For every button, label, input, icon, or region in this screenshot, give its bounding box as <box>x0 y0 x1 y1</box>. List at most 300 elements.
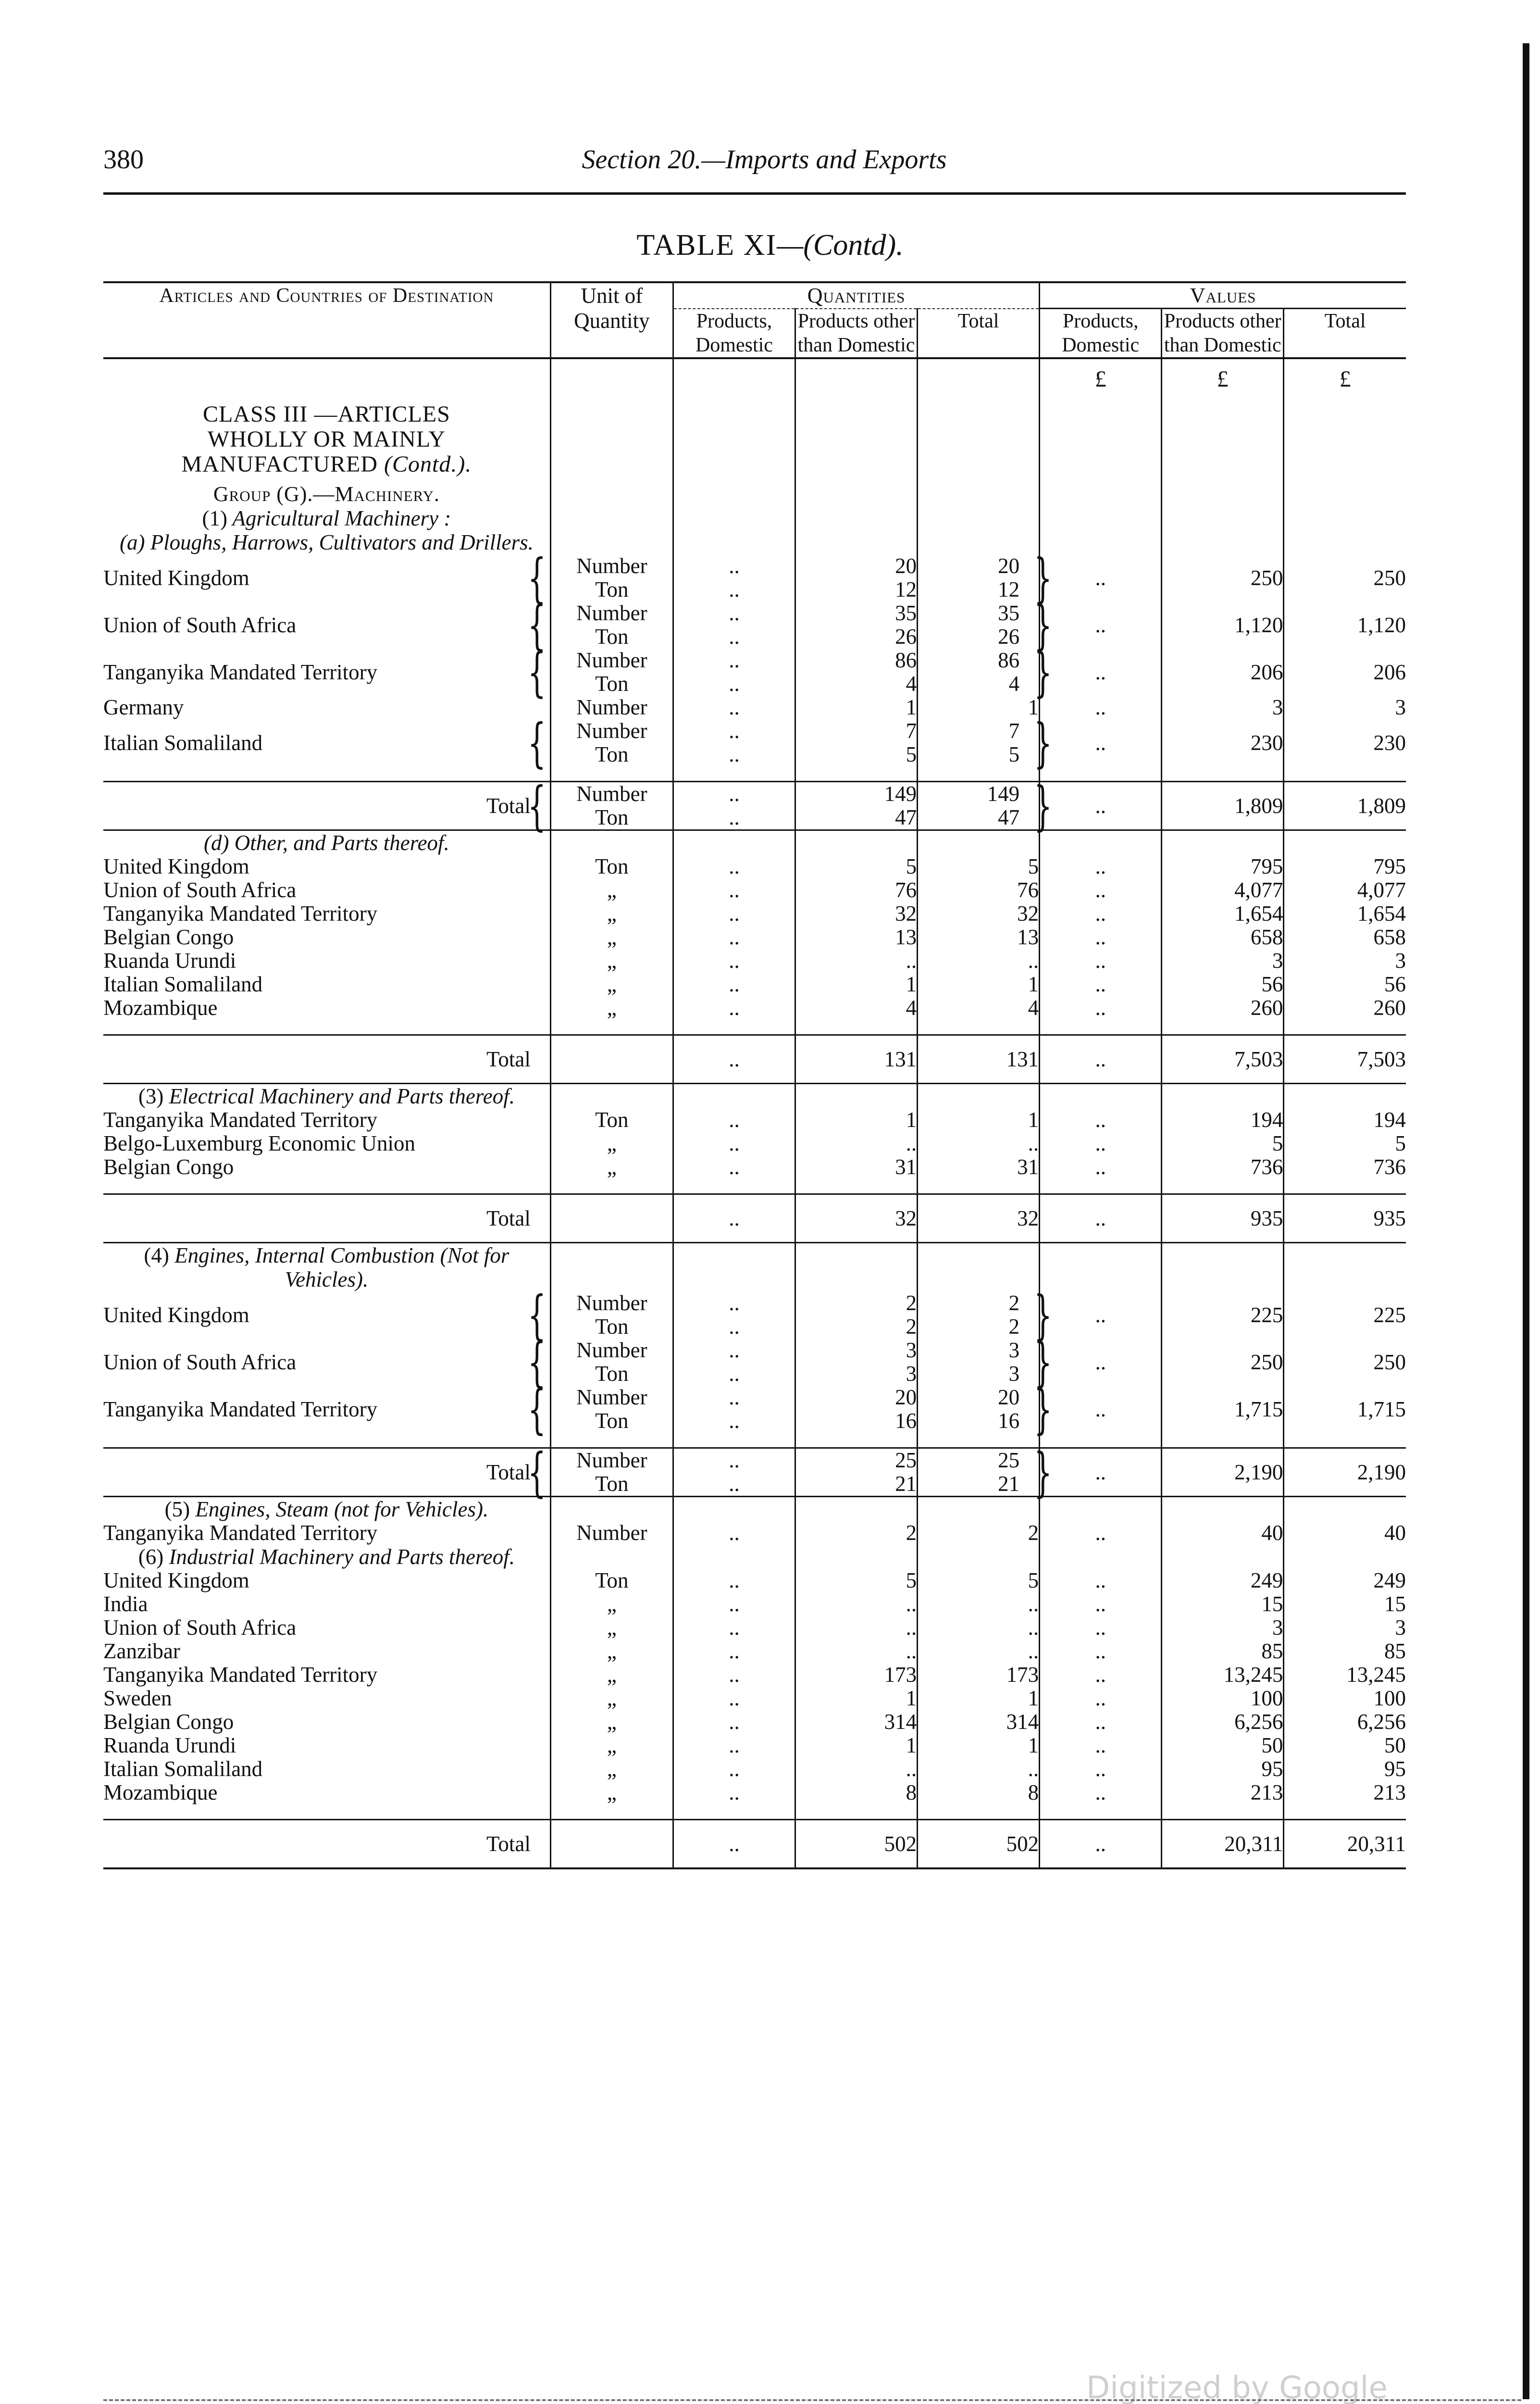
country-name: Zanzibar <box>103 1639 180 1663</box>
value-total: 7,503 <box>1284 1035 1406 1084</box>
qty-number: 20 <box>998 554 1020 578</box>
qty-other: 314 <box>795 1710 917 1734</box>
table-row <box>103 1155 1406 1179</box>
qty-domestic-1: .. <box>729 601 740 625</box>
unit-number: Number <box>576 554 647 578</box>
qty-domestic: .. <box>673 926 795 949</box>
blank-cell <box>1040 482 1162 506</box>
unit-cell: „ <box>550 926 673 949</box>
qty-total <box>918 649 1040 696</box>
table-row <box>103 878 1406 902</box>
value-other: 3 <box>1162 696 1284 719</box>
qty-total <box>918 1291 1040 1339</box>
value-domestic: .. <box>1040 1035 1162 1084</box>
qty-number: 20 <box>998 1385 1020 1409</box>
country-name: United Kingdom <box>103 1568 249 1592</box>
blank-cell <box>795 1804 917 1820</box>
value-other: 230 <box>1162 719 1284 766</box>
country-name: Belgo-Luxemburg Economic Union <box>103 1131 416 1155</box>
value-domestic: .. <box>1040 1155 1162 1179</box>
blank-cell <box>673 1804 795 1820</box>
value-total: 736 <box>1284 1155 1406 1179</box>
blank-cell <box>795 1020 917 1035</box>
unit-cell: „ <box>550 1781 673 1804</box>
blank-cell <box>550 831 673 855</box>
unit-cell: Number <box>550 696 673 719</box>
blank-cell <box>1162 506 1284 530</box>
qty-total <box>918 1339 1040 1386</box>
blank-cell <box>1284 1433 1406 1448</box>
table-row <box>103 1616 1406 1640</box>
value-domestic: .. <box>1040 1710 1162 1734</box>
qty-other: 5 <box>795 855 917 878</box>
section-5-heading <box>103 1497 1406 1521</box>
value-domestic: .. <box>1040 949 1162 973</box>
qty-domestic-2: .. <box>729 742 740 766</box>
table-title <box>0 228 1540 263</box>
unit-cell: „ <box>550 1132 673 1155</box>
blank-cell <box>103 766 550 782</box>
country-name: Ruanda Urundi <box>103 949 236 973</box>
qty-domestic-1: .. <box>729 554 740 578</box>
value-total: 6,256 <box>1284 1710 1406 1734</box>
blank-cell <box>1162 482 1284 506</box>
value-domestic: .. <box>1040 649 1162 696</box>
qty-ton: 47 <box>998 805 1020 829</box>
section-1a-heading <box>103 530 1406 554</box>
section-number: (3) <box>138 1084 164 1108</box>
value-total: 230 <box>1284 719 1406 766</box>
unit-cell: „ <box>550 1640 673 1663</box>
qty-domestic: .. <box>673 1035 795 1084</box>
qty-total: 5 <box>918 855 1040 878</box>
blank-cell <box>795 831 917 855</box>
col-q-total: Total <box>918 309 1040 359</box>
qty-total: .. <box>918 949 1040 973</box>
country-name: Union of South Africa { <box>103 601 550 649</box>
blank-cell <box>795 1497 917 1521</box>
qty-domestic: .. <box>673 1521 795 1545</box>
table-header <box>103 282 1406 358</box>
blank-cell <box>795 1433 917 1448</box>
value-total: 4,077 <box>1284 878 1406 902</box>
value-total: 1,809 <box>1284 782 1406 830</box>
blank-cell <box>550 530 673 554</box>
value-other: 5 <box>1162 1132 1284 1155</box>
unit-ton: Ton <box>595 625 629 649</box>
section-1a-heading-text <box>103 530 550 554</box>
unit-cell <box>550 719 673 766</box>
qty-total: .. <box>918 1757 1040 1781</box>
qty-number: 2 <box>906 1291 917 1315</box>
value-other: 1,120 <box>1162 601 1284 649</box>
value-domestic: .. <box>1040 554 1162 601</box>
pound-symbol: £ <box>1162 358 1284 392</box>
col-articles: Articles and Countries of Destination <box>159 285 494 307</box>
blank-cell <box>673 1433 795 1448</box>
value-total: 15 <box>1284 1592 1406 1616</box>
blank-cell <box>795 506 917 530</box>
qty-other <box>795 782 917 830</box>
unit-ton: Ton <box>595 742 629 766</box>
unit-cell: „ <box>550 1663 673 1687</box>
qty-number: 25 <box>895 1448 917 1472</box>
qty-total <box>918 601 1040 649</box>
blank-cell <box>673 831 795 855</box>
blank-cell <box>1284 831 1406 855</box>
section-6-heading <box>103 1545 1406 1569</box>
qty-domestic: .. <box>673 1108 795 1132</box>
blank-cell <box>1040 1179 1162 1194</box>
qty-number: 25 <box>998 1448 1020 1472</box>
spacer-row <box>103 1020 1406 1035</box>
value-total: 1,654 <box>1284 902 1406 926</box>
value-total: 50 <box>1284 1734 1406 1757</box>
value-domestic: .. <box>1040 1734 1162 1757</box>
qty-total <box>918 554 1040 601</box>
qty-domestic: .. <box>673 1194 795 1243</box>
blank-cell <box>918 506 1040 530</box>
blank-cell <box>1040 392 1162 482</box>
total-label: Total <box>103 1035 550 1084</box>
scan-bottom-marks <box>103 2399 1521 2403</box>
country-name: Tanganyika Mandated Territory { <box>103 1386 550 1433</box>
blank-cell <box>795 482 917 506</box>
qty-other: .. <box>795 1592 917 1616</box>
pound-symbol: £ <box>1040 358 1162 392</box>
blank-cell <box>103 1804 550 1820</box>
unit-cell <box>550 1386 673 1433</box>
country-name: Sweden <box>103 1686 172 1710</box>
qty-number: 35 <box>998 601 1020 625</box>
country-name: Tanganyika Mandated Territory <box>103 902 378 926</box>
blank-cell <box>918 1243 1040 1291</box>
qty-total: 13 <box>918 926 1040 949</box>
qty-other: 32 <box>795 902 917 926</box>
qty-total: 1 <box>918 696 1040 719</box>
value-other: 85 <box>1162 1640 1284 1663</box>
qty-total: 8 <box>918 1781 1040 1804</box>
blank-cell <box>795 1179 917 1194</box>
qty-total: .. <box>918 1592 1040 1616</box>
blank-cell <box>795 1084 917 1108</box>
blank-cell <box>673 358 795 392</box>
qty-domestic: .. <box>673 1820 795 1869</box>
value-other: 249 <box>1162 1569 1284 1592</box>
watermark: Digitized by Google <box>1086 2370 1388 2404</box>
unit-number: Number <box>576 1338 647 1362</box>
value-total: 85 <box>1284 1640 1406 1663</box>
qty-total: 4 <box>918 996 1040 1020</box>
table-row <box>103 996 1406 1020</box>
qty-other: 2 <box>795 1521 917 1545</box>
value-other: 260 <box>1162 996 1284 1020</box>
blank-cell <box>103 1020 550 1035</box>
value-other: 40 <box>1162 1521 1284 1545</box>
unit-cell: „ <box>550 996 673 1020</box>
country-name: Italian Somaliland <box>103 972 263 996</box>
country-name: Belgian Congo <box>103 925 234 949</box>
value-domestic: .. <box>1040 782 1162 830</box>
qty-other <box>795 554 917 601</box>
table-row <box>103 949 1406 973</box>
blank-cell <box>1284 1497 1406 1521</box>
blank-cell <box>673 1020 795 1035</box>
blank-cell <box>550 1020 673 1035</box>
blank-cell <box>918 1179 1040 1194</box>
unit-cell: „ <box>550 1592 673 1616</box>
qty-ton: 4 <box>906 672 917 696</box>
qty-other: 131 <box>795 1035 917 1084</box>
value-domestic: .. <box>1040 1640 1162 1663</box>
col-q-domestic: Products, Domestic <box>673 309 795 359</box>
blank-cell <box>1040 1497 1162 1521</box>
table-body <box>103 358 1406 1868</box>
country-name: Union of South Africa <box>103 878 297 902</box>
blank-cell <box>1284 392 1406 482</box>
table-row <box>103 1734 1406 1757</box>
unit-cell <box>550 1035 673 1084</box>
value-total: 250 <box>1284 1339 1406 1386</box>
qty-domestic: .. <box>673 1569 795 1592</box>
blank-cell <box>1162 1243 1284 1291</box>
qty-total: 1 <box>918 973 1040 996</box>
blank-cell <box>795 358 917 392</box>
blank-cell <box>918 530 1040 554</box>
section-title: Agricultural Machinery : <box>232 506 451 530</box>
blank-cell <box>550 1804 673 1820</box>
blank-cell <box>1284 1179 1406 1194</box>
blank-cell <box>1284 1804 1406 1820</box>
blank-cell <box>550 1084 673 1108</box>
qty-domestic: .. <box>673 1132 795 1155</box>
section-1d-heading-text <box>103 831 550 855</box>
qty-domestic-1: .. <box>729 1448 740 1472</box>
blank-cell <box>673 506 795 530</box>
value-domestic: .. <box>1040 696 1162 719</box>
qty-other: 31 <box>795 1155 917 1179</box>
qty-domestic-2: .. <box>729 672 740 696</box>
value-domestic: .. <box>1040 1663 1162 1687</box>
qty-number: 35 <box>895 601 917 625</box>
qty-domestic-1: .. <box>729 648 740 672</box>
blank-cell <box>918 358 1040 392</box>
value-other: 1,809 <box>1162 782 1284 830</box>
table-row <box>103 1386 1406 1433</box>
qty-domestic <box>673 1386 795 1433</box>
class-heading-text: CLASS III —ARTICLES WHOLLY OR MAINLY MANUFACTURED <box>181 401 450 477</box>
blank-cell <box>1162 392 1284 482</box>
qty-other: 1 <box>795 973 917 996</box>
table-row <box>103 855 1406 878</box>
qty-other: 32 <box>795 1194 917 1243</box>
country-name: Tanganyika Mandated Territory <box>103 1108 378 1132</box>
class-heading-row <box>103 392 1406 482</box>
spacer-row <box>103 766 1406 782</box>
value-other: 6,256 <box>1162 1710 1284 1734</box>
blank-cell <box>1040 1804 1162 1820</box>
qty-ton: 21 <box>998 1472 1020 1496</box>
col-v-total: Total <box>1284 309 1406 359</box>
section-title: (a) Ploughs, Harrows, Cultivators and Drillers. <box>119 530 534 554</box>
blank-cell <box>918 1084 1040 1108</box>
qty-domestic-1: .. <box>729 1338 740 1362</box>
blank-cell <box>1040 506 1162 530</box>
value-other: 95 <box>1162 1757 1284 1781</box>
unit-cell <box>550 601 673 649</box>
qty-domestic: .. <box>673 973 795 996</box>
qty-domestic: .. <box>673 696 795 719</box>
value-domestic: .. <box>1040 1132 1162 1155</box>
blank-cell <box>1162 1545 1284 1569</box>
value-other: 20,311 <box>1162 1820 1284 1869</box>
value-total: 13,245 <box>1284 1663 1406 1687</box>
blank-cell <box>673 766 795 782</box>
qty-other: 173 <box>795 1663 917 1687</box>
qty-other <box>795 1386 917 1433</box>
table-row <box>103 902 1406 926</box>
blank-cell <box>1162 530 1284 554</box>
section-1-heading-text <box>103 506 550 530</box>
value-total: 250 <box>1284 554 1406 601</box>
country-name: Italian Somaliland <box>103 1757 263 1781</box>
unit-cell <box>550 782 673 830</box>
blank-cell <box>550 1545 673 1569</box>
table-row <box>103 1757 1406 1781</box>
value-other: 50 <box>1162 1734 1284 1757</box>
blank-cell <box>1162 1020 1284 1035</box>
qty-other: .. <box>795 1616 917 1640</box>
value-other: 7,503 <box>1162 1035 1284 1084</box>
unit-cell: „ <box>550 1734 673 1757</box>
qty-domestic: .. <box>673 1757 795 1781</box>
qty-ton: 5 <box>1008 742 1020 766</box>
qty-domestic-2: .. <box>729 625 740 649</box>
col-quantities: Quantities <box>673 282 1039 309</box>
blank-cell <box>1162 1433 1284 1448</box>
blank-cell <box>550 766 673 782</box>
country-name: Mozambique <box>103 996 218 1020</box>
country-name: Tanganyika Mandated Territory <box>103 1521 378 1545</box>
value-domestic: .. <box>1040 601 1162 649</box>
value-total: 225 <box>1284 1291 1406 1339</box>
table-row <box>103 973 1406 996</box>
blank-cell <box>1040 766 1162 782</box>
value-total: 5 <box>1284 1132 1406 1155</box>
qty-ton: 2 <box>1008 1315 1020 1339</box>
table-row <box>103 1521 1406 1545</box>
blank-cell <box>918 1804 1040 1820</box>
unit-cell: „ <box>550 1616 673 1640</box>
total-label: Total <box>103 1820 550 1869</box>
value-domestic: .. <box>1040 1616 1162 1640</box>
value-other: 213 <box>1162 1781 1284 1804</box>
section-number: (5) <box>164 1497 190 1521</box>
section-3-heading <box>103 1084 1406 1108</box>
qty-total <box>918 719 1040 766</box>
blank-cell <box>795 766 917 782</box>
blank-cell <box>1284 766 1406 782</box>
qty-domestic <box>673 782 795 830</box>
value-total: 3 <box>1284 1616 1406 1640</box>
qty-other: .. <box>795 1640 917 1663</box>
blank-cell <box>673 1084 795 1108</box>
table-row <box>103 554 1406 601</box>
qty-domestic: .. <box>673 1640 795 1663</box>
blank-cell <box>1284 1243 1406 1291</box>
value-total: 194 <box>1284 1108 1406 1132</box>
class-heading-suffix: (Contd.). <box>384 451 472 477</box>
value-domestic: .. <box>1040 926 1162 949</box>
value-total: 95 <box>1284 1757 1406 1781</box>
unit-cell: Ton <box>550 1569 673 1592</box>
unit-number: Number <box>576 601 647 625</box>
value-total: 795 <box>1284 855 1406 878</box>
qty-domestic-1: .. <box>729 1385 740 1409</box>
value-domestic: .. <box>1040 1448 1162 1497</box>
qty-domestic: .. <box>673 1781 795 1804</box>
spacer-row <box>103 1804 1406 1820</box>
value-domestic: .. <box>1040 1291 1162 1339</box>
blank-cell <box>673 530 795 554</box>
qty-other <box>795 719 917 766</box>
qty-number: 20 <box>895 554 917 578</box>
blank-cell <box>918 831 1040 855</box>
unit-cell: Number <box>550 1521 673 1545</box>
value-domestic: .. <box>1040 1386 1162 1433</box>
qty-ton: 21 <box>895 1472 917 1496</box>
value-other: 3 <box>1162 1616 1284 1640</box>
country-name: United Kingdom { <box>103 1291 550 1339</box>
blank-cell <box>1040 831 1162 855</box>
table-row <box>103 1663 1406 1687</box>
qty-total: 76 <box>918 878 1040 902</box>
total-row <box>103 1194 1406 1243</box>
blank-cell <box>918 482 1040 506</box>
qty-total: 2 <box>918 1521 1040 1545</box>
qty-number: 7 <box>906 719 917 743</box>
value-other: 56 <box>1162 973 1284 996</box>
col-v-other: Products other than Domestic <box>1162 309 1284 359</box>
blank-cell <box>103 1179 550 1194</box>
qty-total: 32 <box>918 1194 1040 1243</box>
total-row <box>103 1448 1406 1497</box>
qty-total <box>918 782 1040 830</box>
qty-total: 1 <box>918 1687 1040 1710</box>
blank-cell <box>673 1179 795 1194</box>
blank-cell <box>1162 766 1284 782</box>
value-other: 1,654 <box>1162 902 1284 926</box>
blank-cell <box>1284 1545 1406 1569</box>
qty-domestic <box>673 554 795 601</box>
qty-number: 3 <box>1008 1338 1020 1362</box>
qty-total: 5 <box>918 1569 1040 1592</box>
unit-number: Number <box>576 1385 647 1409</box>
qty-other <box>795 649 917 696</box>
value-total: 40 <box>1284 1521 1406 1545</box>
value-domestic: .. <box>1040 1108 1162 1132</box>
total-row <box>103 1820 1406 1869</box>
value-total: 20,311 <box>1284 1820 1406 1869</box>
value-total: 206 <box>1284 649 1406 696</box>
unit-cell: „ <box>550 878 673 902</box>
value-domestic: .. <box>1040 719 1162 766</box>
qty-number: 86 <box>998 648 1020 672</box>
blank-cell <box>1040 1433 1162 1448</box>
value-other: 3 <box>1162 949 1284 973</box>
value-other: 250 <box>1162 554 1284 601</box>
blank-cell <box>1284 1084 1406 1108</box>
